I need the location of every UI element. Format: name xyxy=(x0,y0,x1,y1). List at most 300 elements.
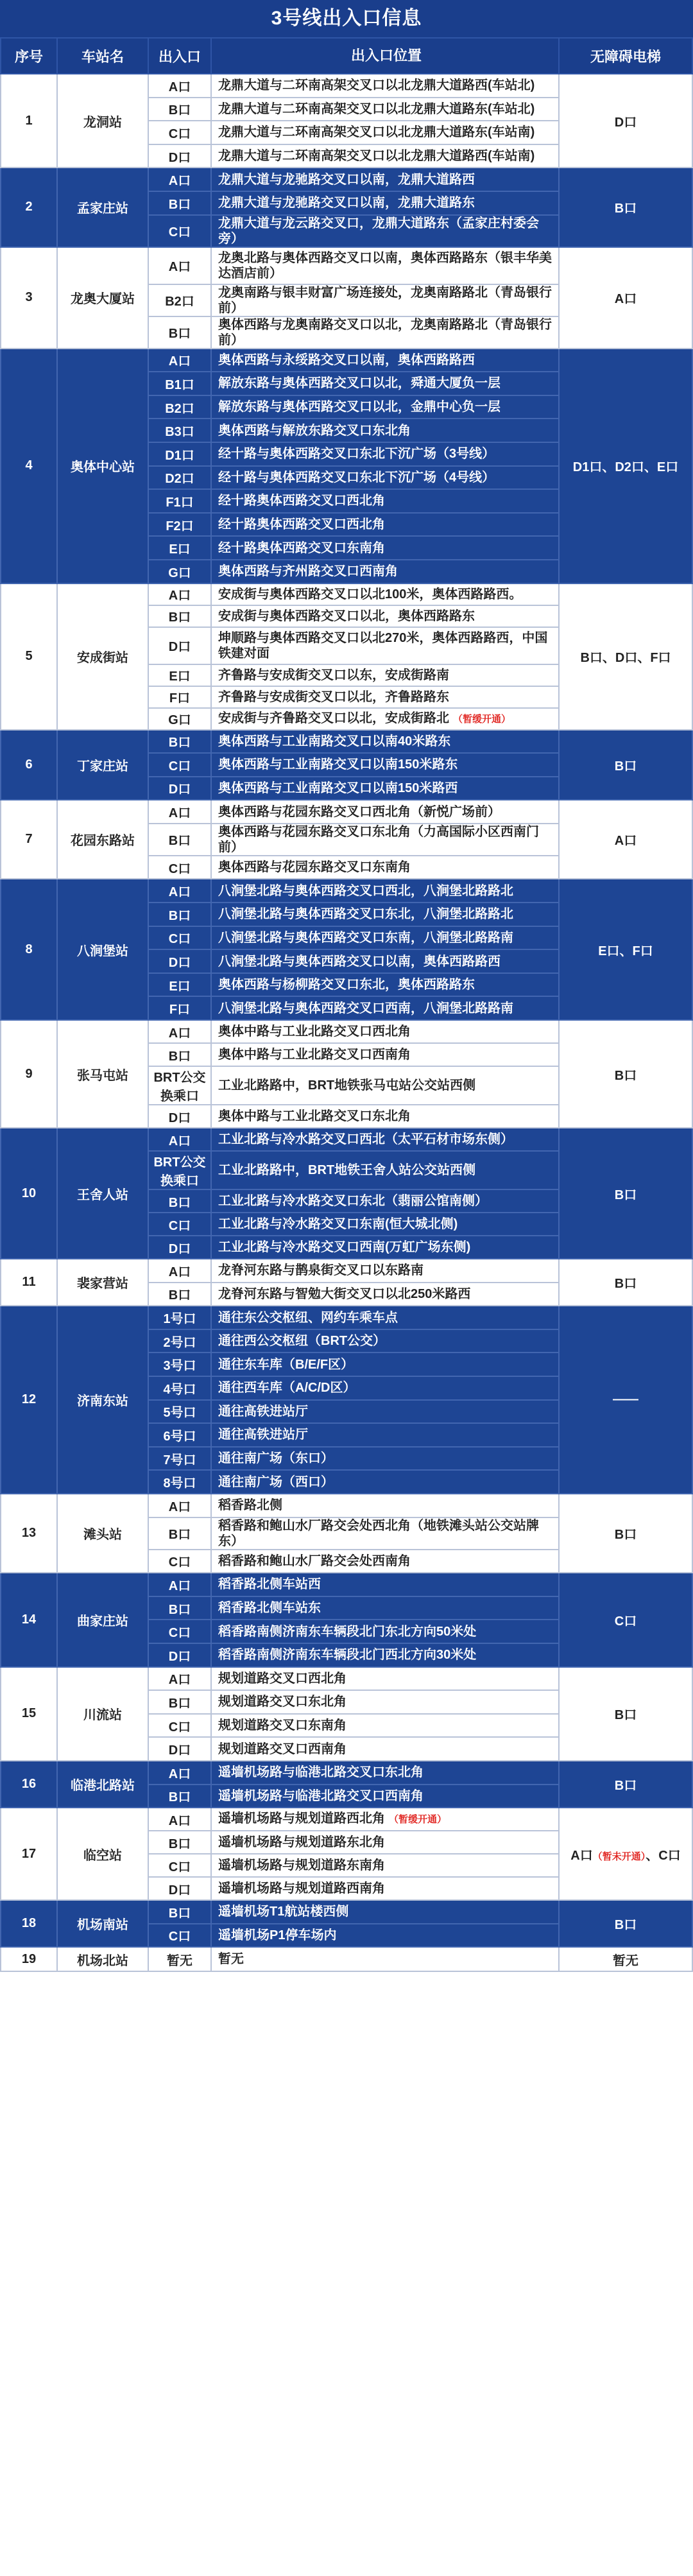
exit-location xyxy=(211,74,559,98)
exit-location xyxy=(211,1924,559,1948)
exit-location-text: 工业北路与冷水路交叉口东北（翡丽公馆南侧） xyxy=(218,1194,488,1209)
exit-location-text: 奥体西路与杨柳路交叉口东北，奥体西路路东 xyxy=(218,978,475,992)
station-name: 机场北站 xyxy=(57,1947,148,1971)
exit-gate: B口 xyxy=(148,1189,211,1213)
exit-gate: B口 xyxy=(148,98,211,121)
exit-location-text: 遥墙机场路与规划道路西北角 xyxy=(218,1811,385,1826)
station-name: 龙奥大厦站 xyxy=(57,247,148,349)
table-row xyxy=(1,168,692,191)
exit-gate: B口 xyxy=(148,316,211,349)
table-row xyxy=(1,1667,692,1691)
exit-location-text: 龙鼎大道与二环南高架交叉口以北龙鼎大道路西(车站北) xyxy=(218,78,535,93)
exit-location xyxy=(211,1189,559,1213)
exit-location-text: 规划道路交叉口西北角 xyxy=(218,1671,346,1686)
exit-location-text: 龙奥北路与奥体西路交叉口以南，奥体西路路东（银丰华美达酒店前） xyxy=(218,250,552,281)
elevator-exit-text: B口 xyxy=(614,1528,637,1543)
exit-location-text: 规划道路交叉口西南角 xyxy=(218,1742,346,1756)
exit-location xyxy=(211,903,559,926)
exit-gate: 暂无 xyxy=(148,1947,211,1971)
exit-location xyxy=(211,395,559,419)
station-name: 张马屯站 xyxy=(57,1020,148,1128)
exit-location xyxy=(211,1737,559,1761)
exit-location xyxy=(211,627,559,664)
exit-location xyxy=(211,560,559,583)
exit-gate: B3口 xyxy=(148,419,211,442)
exit-location-text: 奥体西路与花园东路交叉口东北角（力高国际小区西南门前） xyxy=(218,824,539,854)
exit-location-text: 通往西车库（A/C/D区） xyxy=(218,1381,356,1396)
exit-gate: A口 xyxy=(148,349,211,372)
page-title: 3号线出入口信息 xyxy=(0,0,693,37)
elevator-exit-text: B口 xyxy=(614,1708,637,1723)
exit-location-text: 通往高铁进站厅 xyxy=(218,1404,308,1419)
exit-location xyxy=(211,1690,559,1714)
exit-location-text: 遥墙机场路与临港北路交叉口西南角 xyxy=(218,1788,424,1803)
table-row xyxy=(1,1808,692,1831)
exit-location-text: 齐鲁路与安成街交叉口以东，安成街路南 xyxy=(218,668,449,682)
station-name: 滩头站 xyxy=(57,1494,148,1573)
elevator-exits xyxy=(559,168,692,246)
station-seq: 2 xyxy=(1,168,57,246)
exit-gate: D口 xyxy=(148,1236,211,1259)
exit-gate: B2口 xyxy=(148,395,211,419)
exit-location-text: 经十路与奥体西路交叉口东北下沉广场（3号线） xyxy=(218,447,495,462)
header-location: 出入口位置 xyxy=(211,38,559,74)
exit-location xyxy=(211,1596,559,1620)
exit-location xyxy=(211,1470,559,1494)
exit-location xyxy=(211,372,559,395)
exit-location xyxy=(211,1151,559,1189)
station-name: 龙洞站 xyxy=(57,74,148,168)
table-row xyxy=(1,247,692,284)
elevator-exit-text: C口 xyxy=(614,1614,637,1629)
exit-gate: B口 xyxy=(148,1043,211,1066)
elevator-exits xyxy=(559,800,692,879)
station-seq: 8 xyxy=(1,879,57,1020)
exit-location-text: 齐鲁路与安成街交叉口以北，齐鲁路路东 xyxy=(218,689,449,704)
elevator-exits xyxy=(559,1020,692,1128)
station-name: 临港北路站 xyxy=(57,1761,148,1808)
exit-location-text: 遥墙机场P1停车场内 xyxy=(218,1928,337,1942)
exit-gate: D2口 xyxy=(148,466,211,490)
exit-location xyxy=(211,1043,559,1066)
exit-location-text: 奥体西路与花园东路交叉口东南角 xyxy=(218,860,411,875)
elevator-exit-text: B口、D口、F口 xyxy=(580,651,671,665)
exit-location-text: 龙脊河东路与智勉大街交叉口以北250米路西 xyxy=(218,1286,471,1301)
exit-gate: A口 xyxy=(148,168,211,191)
exit-gate: 1号口 xyxy=(148,1306,211,1329)
exit-gate: C口 xyxy=(148,1550,211,1573)
exit-gate: B1口 xyxy=(148,372,211,395)
exit-location-text: 工业北路与冷水路交叉口西北（太平石材市场东侧） xyxy=(218,1132,513,1147)
elevator-exits xyxy=(559,247,692,349)
exit-location xyxy=(211,1400,559,1424)
exit-location-text: 规划道路交叉口东北角 xyxy=(218,1695,346,1709)
table-row xyxy=(1,1306,692,1329)
elevator-exit-text: E口、F口 xyxy=(598,944,653,958)
station-name: 花园东路站 xyxy=(57,800,148,879)
exit-gate: D口 xyxy=(148,1737,211,1761)
table-header-row xyxy=(1,38,692,74)
exit-gate: D口 xyxy=(148,777,211,800)
elevator-exit-text: B口 xyxy=(614,759,637,774)
station-name: 奥体中心站 xyxy=(57,349,148,583)
elevator-exit-text: D口 xyxy=(614,115,637,130)
table-row xyxy=(1,1761,692,1785)
exit-location-text: 经十路与奥体西路交叉口东北下沉广场（4号线） xyxy=(218,470,495,485)
table-row xyxy=(1,349,692,372)
exit-location xyxy=(211,349,559,372)
exit-location xyxy=(211,1423,559,1447)
exit-location xyxy=(211,191,559,215)
exit-location-text: 八涧堡北路与奥体西路交叉口西南，八涧堡北路路南 xyxy=(218,1001,513,1016)
table-row xyxy=(1,1494,692,1517)
exit-location xyxy=(211,1128,559,1151)
exit-location-text: 八涧堡北路与奥体西路交叉口东北，八涧堡北路路北 xyxy=(218,907,513,922)
exit-gate: B口 xyxy=(148,824,211,856)
header-exit: 出入口 xyxy=(148,38,211,74)
elevator-exit-text: 暂无 xyxy=(613,1953,638,1968)
station-name: 王舍人站 xyxy=(57,1128,148,1259)
exit-location-text: 暂无 xyxy=(218,1952,244,1967)
header-station: 车站名 xyxy=(57,38,148,74)
station-name: 曲家庄站 xyxy=(57,1573,148,1666)
exit-gate: B2口 xyxy=(148,284,211,316)
exit-status-note: （暂缓开通） xyxy=(453,713,511,725)
exit-location-text: 奥体西路与龙奥南路交叉口以北，龙奥南路路北（青岛银行前） xyxy=(218,317,552,347)
exit-location-text: 八涧堡北路与奥体西路交叉口东南，八涧堡北路路南 xyxy=(218,930,513,945)
exit-gate: C口 xyxy=(148,1620,211,1643)
exit-location-text: 通往南广场（西口） xyxy=(218,1474,334,1489)
exit-gate: A口 xyxy=(148,1128,211,1151)
exit-location-text: 龙奥南路与银丰财富广场连接处，龙奥南路路北（青岛银行前） xyxy=(218,285,552,315)
elevator-exits xyxy=(559,74,692,168)
exit-gate: D口 xyxy=(148,144,211,168)
exit-gate: 8号口 xyxy=(148,1470,211,1494)
elevator-exit-text: —— xyxy=(613,1392,638,1407)
exit-gate: F口 xyxy=(148,686,211,708)
exit-location xyxy=(211,664,559,686)
exit-gate: 7号口 xyxy=(148,1447,211,1471)
exit-gate: D1口 xyxy=(148,442,211,466)
exit-gate: C口 xyxy=(148,1924,211,1948)
exit-gate: C口 xyxy=(148,1213,211,1236)
exit-gate: 5号口 xyxy=(148,1400,211,1424)
exit-location xyxy=(211,144,559,168)
exit-gate: C口 xyxy=(148,215,211,247)
table-row xyxy=(1,730,692,754)
header-elevator: 无障碍电梯 xyxy=(559,38,692,74)
exit-location-text: 奥体西路与解放东路交叉口东北角 xyxy=(218,423,411,438)
station-name: 川流站 xyxy=(57,1667,148,1761)
exit-gate: B口 xyxy=(148,1690,211,1714)
exit-gate: C口 xyxy=(148,121,211,144)
exit-location-text: 通往南广场（东口） xyxy=(218,1451,334,1466)
elevator-exits xyxy=(559,730,692,800)
exit-gate: A口 xyxy=(148,1259,211,1283)
elevator-exit-text: A口 xyxy=(614,834,637,849)
station-name: 八涧堡站 xyxy=(57,879,148,1020)
exit-location-text: 经十路奥体西路交叉口西北角 xyxy=(218,517,385,532)
elevator-exits xyxy=(559,1761,692,1808)
exit-gate: C口 xyxy=(148,1854,211,1877)
exit-location xyxy=(211,1573,559,1596)
exit-gate: A口 xyxy=(148,1573,211,1596)
exit-location xyxy=(211,1353,559,1376)
elevator-exits xyxy=(559,583,692,730)
elevator-exits xyxy=(559,1306,692,1494)
exit-location-text: 稻香路和鲍山水厂路交会处西南角 xyxy=(218,1553,411,1568)
exit-location xyxy=(211,1785,559,1808)
exit-location xyxy=(211,973,559,997)
exit-location xyxy=(211,536,559,560)
exit-location xyxy=(211,1306,559,1329)
station-seq: 19 xyxy=(1,1947,57,1971)
exit-location-text: 八涧堡北路与奥体西路交叉口以南，奥体西路路西 xyxy=(218,954,501,969)
exit-location-text: 遥墙机场路与临港北路交叉口东北角 xyxy=(218,1765,424,1780)
exit-location xyxy=(211,316,559,349)
exit-status-note: （暂缓开通） xyxy=(389,1814,447,1826)
exit-location xyxy=(211,1550,559,1573)
exit-location xyxy=(211,1329,559,1353)
exit-location xyxy=(211,1900,559,1924)
exit-location-text: 工业北路与冷水路交叉口西南(万虹广场东侧) xyxy=(218,1240,471,1255)
elevator-exit-text: B口 xyxy=(614,1918,637,1933)
station-seq: 15 xyxy=(1,1667,57,1761)
exit-location xyxy=(211,419,559,442)
exit-location-text: 龙鼎大道与龙驰路交叉口以南，龙鼎大道路东 xyxy=(218,196,475,211)
station-seq: 16 xyxy=(1,1761,57,1808)
exit-location xyxy=(211,1376,559,1400)
table-row xyxy=(1,1259,692,1283)
exit-location-text: 稻香路南侧济南东车辆段北门东北方向50米处 xyxy=(218,1624,477,1639)
exit-location-text: 稻香路北侧 xyxy=(218,1498,282,1513)
exit-location-text: 遥墙机场路与规划道路东北角 xyxy=(218,1835,385,1850)
station-name: 临空站 xyxy=(57,1808,148,1900)
exit-location-text: 经十路奥体西路交叉口东南角 xyxy=(218,540,385,555)
exit-gate: B口 xyxy=(148,730,211,754)
elevator-exits xyxy=(559,349,692,583)
exit-location-text: 工业北路与冷水路交叉口东南(恒大城北侧) xyxy=(218,1217,458,1232)
exit-location xyxy=(211,777,559,800)
exit-location xyxy=(211,1236,559,1259)
exit-location xyxy=(211,605,559,627)
exit-gate: A口 xyxy=(148,583,211,605)
station-seq: 14 xyxy=(1,1573,57,1666)
exit-gate: D口 xyxy=(148,627,211,664)
exit-location xyxy=(211,1667,559,1691)
exit-gate: F2口 xyxy=(148,513,211,537)
exit-gate: E口 xyxy=(148,536,211,560)
exit-location-text: 坤顺路与奥体西路交叉口以北270米，奥体西路路西，中国铁建对面 xyxy=(218,630,548,661)
exit-location xyxy=(211,996,559,1020)
exit-location-text: 稻香路北侧车站西 xyxy=(218,1577,321,1592)
exit-location xyxy=(211,1620,559,1643)
exit-gate: A口 xyxy=(148,1667,211,1691)
exit-location-text: 龙鼎大道与二环南高架交叉口以北龙鼎大道路东(车站北) xyxy=(218,101,535,116)
table-row xyxy=(1,74,692,98)
table-row xyxy=(1,1573,692,1596)
exit-gate: A口 xyxy=(148,800,211,824)
exit-location xyxy=(211,466,559,490)
station-name: 济南东站 xyxy=(57,1306,148,1494)
exit-gate: G口 xyxy=(148,560,211,583)
exit-location-text: 规划道路交叉口东南角 xyxy=(218,1718,346,1733)
exit-gate: B口 xyxy=(148,903,211,926)
exit-location xyxy=(211,708,559,730)
elevator-exits xyxy=(559,1667,692,1761)
exit-location xyxy=(211,824,559,856)
exit-location xyxy=(211,1517,559,1550)
exit-gate: 4号口 xyxy=(148,1376,211,1400)
exit-gate: 6号口 xyxy=(148,1423,211,1447)
exit-location xyxy=(211,442,559,466)
station-seq: 11 xyxy=(1,1259,57,1306)
exit-gate: C口 xyxy=(148,926,211,950)
station-seq: 3 xyxy=(1,247,57,349)
table-row xyxy=(1,583,692,605)
exit-location-text: 安成街与齐鲁路交叉口以北，安成街路北 xyxy=(218,711,449,725)
exit-location-text: 解放东路与奥体西路交叉口以北，舜通大厦负一层 xyxy=(218,376,501,391)
exit-location-text: 奥体中路与工业北路交叉口东北角 xyxy=(218,1109,411,1124)
exit-location xyxy=(211,1831,559,1854)
exit-gate: B口 xyxy=(148,1785,211,1808)
table-row xyxy=(1,1020,692,1043)
exit-location xyxy=(211,686,559,708)
table-row xyxy=(1,879,692,903)
elevator-exit-text: A口 xyxy=(570,1848,593,1863)
exit-location xyxy=(211,800,559,824)
exit-location-text: 奥体西路与花园东路交叉口西北角（新悦广场前） xyxy=(218,804,501,819)
exit-gate: B口 xyxy=(148,1283,211,1306)
exit-location-text: 通往高铁进站厅 xyxy=(218,1428,308,1442)
exit-location-text: 龙鼎大道与二环南高架交叉口以北龙鼎大道路西(车站南) xyxy=(218,149,535,164)
exit-location xyxy=(211,753,559,777)
table-row xyxy=(1,800,692,824)
exit-gate: E口 xyxy=(148,664,211,686)
elevator-exit-text: D1口、D2口、E口 xyxy=(572,460,679,475)
exit-gate: E口 xyxy=(148,973,211,997)
exit-location xyxy=(211,98,559,121)
exit-location-text: 龙鼎大道与龙云路交叉口，龙鼎大道路东（孟家庄村委会旁） xyxy=(218,216,539,246)
exit-gate: BRT公交换乘口 xyxy=(148,1066,211,1105)
exit-gate: F口 xyxy=(148,996,211,1020)
table-row xyxy=(1,1128,692,1151)
elevator-exits xyxy=(559,1900,692,1947)
exit-info-table xyxy=(0,37,693,1972)
exit-gate: B口 xyxy=(148,605,211,627)
station-seq: 9 xyxy=(1,1020,57,1128)
header-seq: 序号 xyxy=(1,38,57,74)
exit-location xyxy=(211,1283,559,1306)
station-seq: 1 xyxy=(1,74,57,168)
exit-location xyxy=(211,926,559,950)
exit-location-text: 奥体西路与齐州路交叉口西南角 xyxy=(218,564,398,579)
exit-location xyxy=(211,879,559,903)
station-name: 孟家庄站 xyxy=(57,168,148,246)
exit-gate: B口 xyxy=(148,1900,211,1924)
exit-location xyxy=(211,856,559,879)
exit-location-text: 奥体西路与工业南路交叉口以南150米路西 xyxy=(218,781,458,795)
exit-gate: D口 xyxy=(148,1643,211,1667)
elevator-exits xyxy=(559,1573,692,1666)
exit-location xyxy=(211,1105,559,1128)
elevator-exit-extra: 、C口 xyxy=(646,1848,681,1863)
exit-gate: B口 xyxy=(148,1596,211,1620)
exit-gate: F1口 xyxy=(148,489,211,513)
exit-location-text: 奥体西路与工业南路交叉口以南40米路东 xyxy=(218,734,451,748)
exit-location xyxy=(211,168,559,191)
exit-gate: B口 xyxy=(148,1831,211,1854)
exit-location-text: 工业北路路中，BRT地铁张马屯站公交站西侧 xyxy=(218,1078,476,1093)
exit-location-text: 稻香路和鲍山水厂路交会处西北角（地铁滩头站公交站牌东） xyxy=(218,1518,539,1548)
exit-location xyxy=(211,513,559,537)
exit-location-text: 通往东车库（B/E/F区） xyxy=(218,1357,354,1372)
exit-gate: C口 xyxy=(148,1714,211,1738)
elevator-exits xyxy=(559,1808,692,1900)
exit-location-text: 安成街与奥体西路交叉口以北，奥体西路路东 xyxy=(218,609,475,623)
station-seq: 12 xyxy=(1,1306,57,1494)
elevator-exit-text: B口 xyxy=(614,1068,637,1083)
station-seq: 4 xyxy=(1,349,57,583)
exit-gate: A口 xyxy=(148,879,211,903)
exit-location xyxy=(211,1643,559,1667)
exit-location-text: 奥体中路与工业北路交叉口西北角 xyxy=(218,1024,411,1039)
exit-location xyxy=(211,1947,559,1971)
elevator-exits xyxy=(559,1947,692,1971)
station-seq: 13 xyxy=(1,1494,57,1573)
exit-gate: B口 xyxy=(148,191,211,215)
exit-gate: A口 xyxy=(148,247,211,284)
exit-location xyxy=(211,1259,559,1283)
exit-gate: C口 xyxy=(148,856,211,879)
station-seq: 10 xyxy=(1,1128,57,1259)
exit-location-text: 经十路奥体西路交叉口西北角 xyxy=(218,494,385,508)
station-seq: 5 xyxy=(1,583,57,730)
exit-gate: C口 xyxy=(148,753,211,777)
exit-gate: D口 xyxy=(148,1877,211,1900)
exit-location xyxy=(211,489,559,513)
exit-location xyxy=(211,730,559,754)
exit-gate: 3号口 xyxy=(148,1353,211,1376)
exit-gate: A口 xyxy=(148,1494,211,1517)
exit-location xyxy=(211,1761,559,1785)
exit-gate: A口 xyxy=(148,1020,211,1043)
exit-location-text: 安成街与奥体西路交叉口以北100米，奥体西路路西。 xyxy=(218,587,522,601)
exit-location-text: 遥墙机场路与规划道路西南角 xyxy=(218,1881,385,1896)
exit-location-text: 龙脊河东路与鹊泉街交叉口以东路南 xyxy=(218,1263,424,1278)
exit-gate: G口 xyxy=(148,708,211,730)
exit-location-text: 遥墙机场路与规划道路东南角 xyxy=(218,1858,385,1873)
exit-location-text: 解放东路与奥体西路交叉口以北，金鼎中心负一层 xyxy=(218,400,501,415)
exit-location-text: 通往东公交枢纽、网约车乘车点 xyxy=(218,1310,398,1325)
elevator-exits xyxy=(559,879,692,1020)
exit-location xyxy=(211,215,559,247)
station-name: 裴家营站 xyxy=(57,1259,148,1306)
station-seq: 7 xyxy=(1,800,57,879)
exit-gate: BRT公交换乘口 xyxy=(148,1151,211,1189)
exit-gate: A口 xyxy=(148,1808,211,1831)
station-seq: 17 xyxy=(1,1808,57,1900)
exit-location xyxy=(211,583,559,605)
exit-location-text: 遥墙机场T1航站楼西侧 xyxy=(218,1905,349,1919)
station-name: 机场南站 xyxy=(57,1900,148,1947)
exit-location-text: 奥体西路与工业南路交叉口以南150米路东 xyxy=(218,757,458,772)
exit-location-text: 稻香路北侧车站东 xyxy=(218,1601,321,1616)
elevator-exits xyxy=(559,1259,692,1306)
exit-location-text: 稻香路南侧济南东车辆段北门西北方向30米处 xyxy=(218,1648,477,1663)
elevator-exit-text: A口 xyxy=(614,292,637,307)
elevator-exits xyxy=(559,1128,692,1259)
